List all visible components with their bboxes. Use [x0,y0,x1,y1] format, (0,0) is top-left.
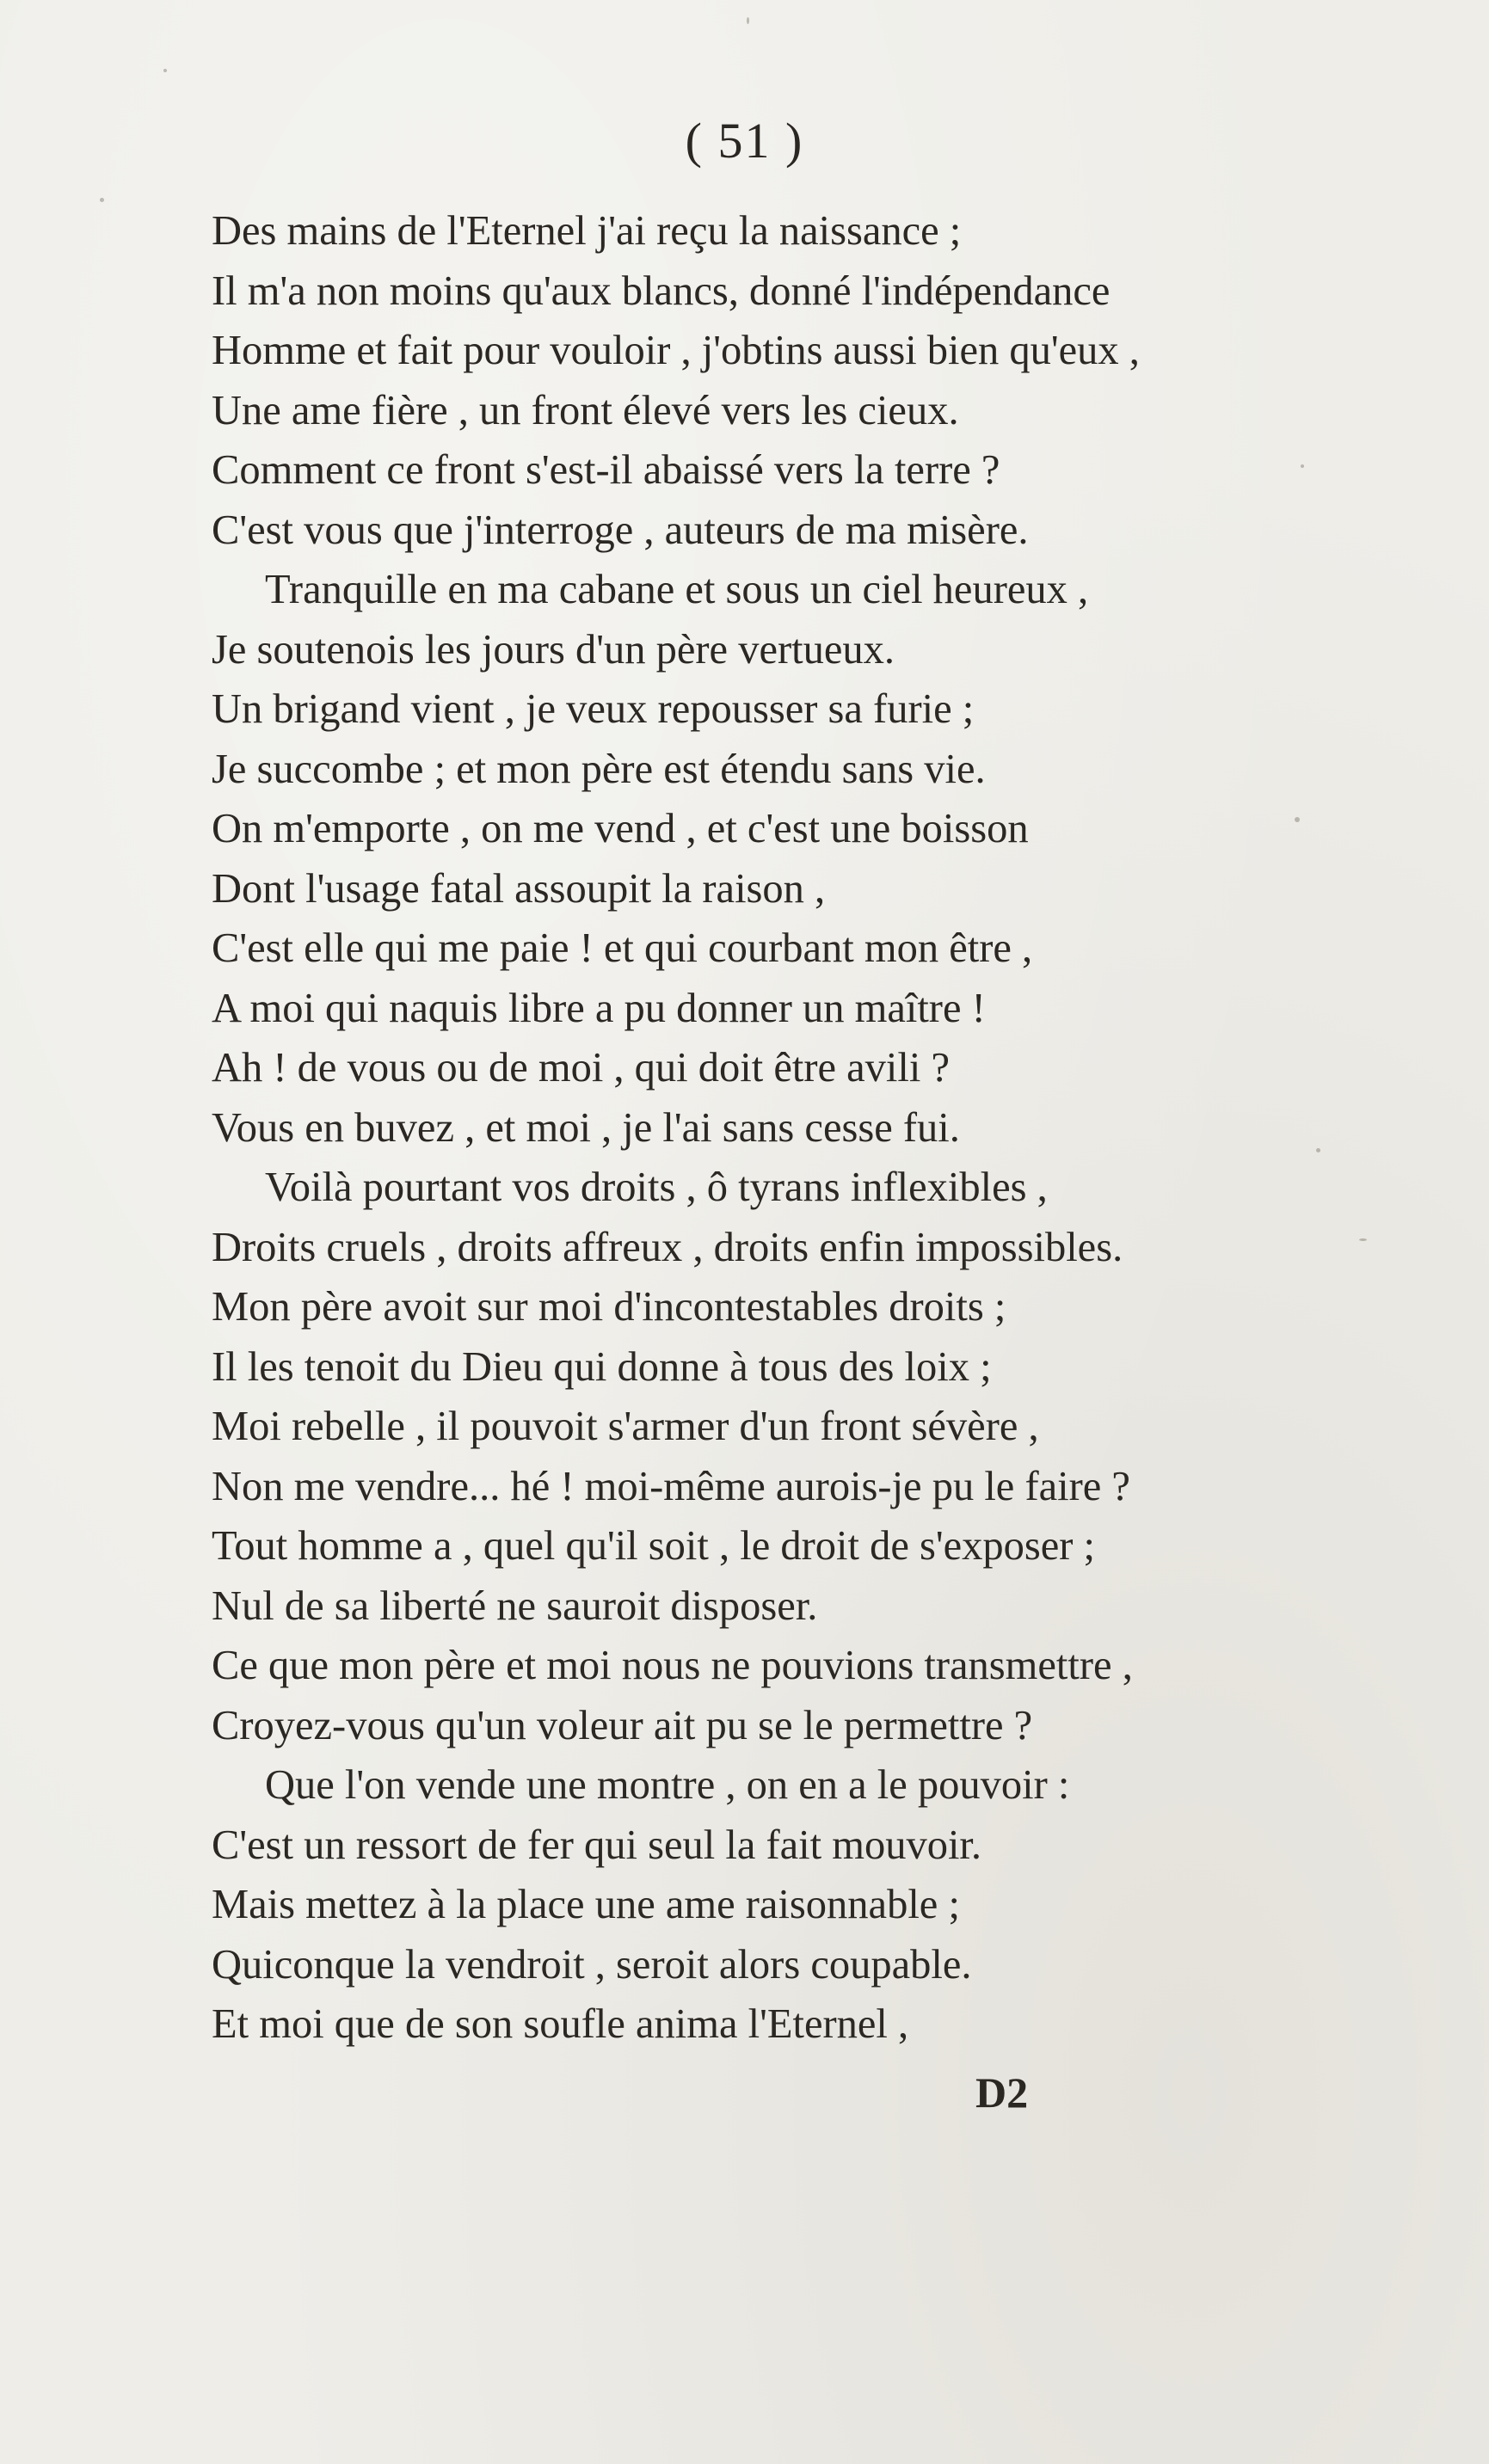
verse-line: Tout homme a , quel qu'il soit , le droit de s'exposer ; [212,1523,1096,1569]
verse-line: Homme et fait pour vouloir , j'obtins aussi bien qu'eux , [212,328,1140,373]
verse-line: Dont l'usage fatal assoupit la raison , [212,865,826,912]
verse-line: Comment ce front s'est-il abaissé vers la terre ? [212,447,1000,493]
paper-speck [1316,1148,1320,1152]
verse-line: Quiconque la vendroit , seroit alors coupable. [212,1941,972,1988]
page-number: ( 51 ) [685,113,804,169]
verse-line: Droits cruels , droits affreux , droits enfin impossibles. [212,1224,1123,1270]
verse-line: A moi qui naquis libre a pu donner un maître ! [212,985,986,1031]
verse-line: Vous en buvez , et moi , je l'ai sans cesse fui. [212,1104,960,1151]
verse-line: Mon père avoit sur moi d'incontestables droits ; [212,1284,1006,1330]
verse-line: Il les tenoit du Dieu qui donne à tous des loix ; [212,1343,992,1390]
paper-speck [100,198,104,202]
verse-line: Voilà pourtant vos droits , ô tyrans inflexibles , [265,1164,1048,1210]
verse-line: Moi rebelle , il pouvoit s'armer d'un front sévère , [212,1404,1039,1449]
verse-line: On m'emporte , on me vend , et c'est une boisson [212,806,1029,851]
verse-line: Que l'on vende une montre , on en a le pouvoir : [265,1762,1070,1808]
verse-line: C'est un ressort de fer qui seul la fait mouvoir. [212,1822,982,1868]
verse-block [212,201,1330,2055]
verse-line: Je succombe ; et mon père est étendu sans vie. [212,746,986,792]
verse-line: Ah ! de vous ou de moi , qui doit être avili ? [212,1045,951,1091]
verse-line: Un brigand vient , je veux repousser sa furie ; [212,686,975,732]
paper-speck [1359,1238,1367,1241]
verse-line: C'est vous que j'interroge , auteurs de ma misère. [212,507,1029,553]
paper-speck [1295,817,1300,822]
verse-line: Non me vendre... hé ! moi-même aurois-je pu le faire ? [212,1463,1130,1509]
verse-line: Une ame fière , un front élevé vers les cieux. [212,387,959,433]
verse-line: Je soutenois les jours d'un père vertueux. [212,626,895,673]
verse-line: Nul de sa liberté ne sauroit disposer. [212,1582,818,1629]
verse-line: Des mains de l'Eternel j'ai reçu la naissance ; [212,208,962,254]
signature-mark: D2 [975,2068,1029,2117]
verse-line: Croyez-vous qu'un voleur ait pu se le permettre ? [212,1702,1033,1748]
verse-line: Ce que mon père et moi nous ne pouvions transmettre , [212,1643,1133,1688]
paper-speck [747,17,749,24]
verse-line: Et moi que de son soufle anima l'Eternel , [212,2001,909,2047]
paper-speck [163,69,167,72]
paper-speck [1301,464,1304,468]
verse-line: C'est elle qui me paie ! et qui courbant mon être , [212,925,1033,971]
verse-line: Tranquille en ma cabane et sous un ciel heureux , [265,567,1089,612]
verse-line: Il m'a non moins qu'aux blancs, donné l'indépendance [212,267,1111,314]
verse-line: Mais mettez à la place une ame raisonnable ; [212,1882,960,1927]
